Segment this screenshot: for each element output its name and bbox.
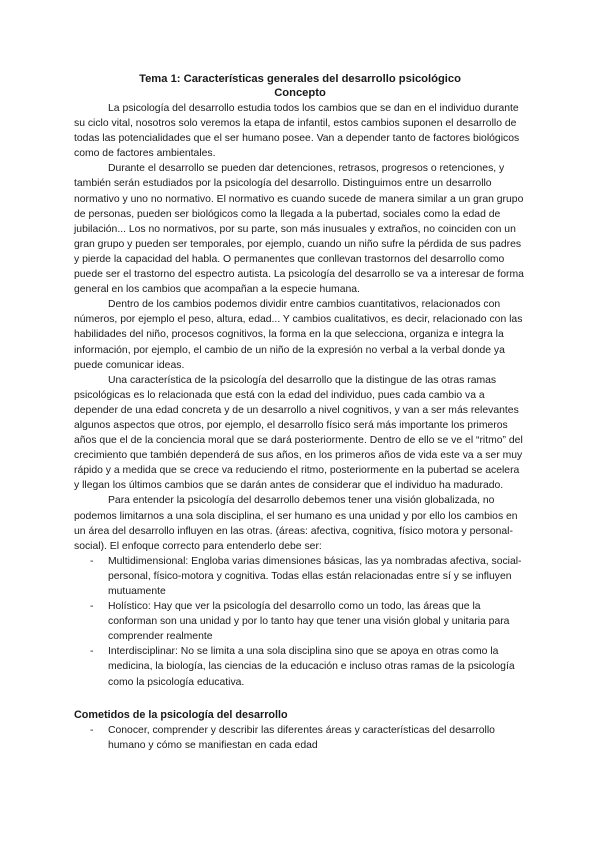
paragraph-4: Una característica de la psicología del desarrollo que la distingue de las otras ramas psicológicas es lo relacionada que está con la edad del individuo, pues cada cambio va a depender de una edad concreta y de un desarrollo a nivel cognitivos, y van a ser más relevantes algunos aspectos que otros, por ejemplo, el desarrollo físico será más importante los primeros años que el de la conciencia moral que se dará posteriormente. Dentro de ello se ve el “ritmo” del crecimiento que también dependerá de sus años, en los primeros años de vida este va a ser muy rápido y a medida que se crece va reduciendo el ritmo, posteriormente en la pubertad se acelera y llegan los últimos cambios que se darán antes de considerar que el individuo ha madurado. — [74, 374, 523, 492]
document-title: Tema 1: Características generales del desarrollo psicológico — [139, 73, 461, 85]
bullet-dash: - — [90, 555, 94, 567]
list-item — [74, 554, 526, 599]
list-item-text: Holístico: Hay que ver la psicología del desarrollo como un todo, las áreas que la conforman son una unidad y por lo tanto hay que tener una visión global y unitaria para comprender realmente — [108, 601, 510, 643]
approach-list — [74, 554, 526, 690]
list-item-text: Conocer, comprender y describir las diferentes áreas y características del desarrollo humano y cómo se manifiestan en cada edad — [108, 724, 495, 751]
list-item-text: Multidimensional: Engloba varias dimensiones básicas, las ya nombradas afectiva, social-personal, físico-motora y cognitiva. Todas ellas están relacionadas entre sí y se influyen mutuamente — [108, 555, 522, 597]
cometidos-list — [74, 723, 526, 753]
list-item-text: Interdisciplinar: No se limita a una sola disciplina sino que se apoya en otras como la medicina, la biología, las ciencias de la educación e incluso otras ramas de la psicología como la psicología educativa. — [108, 646, 515, 688]
section-title-concepto: Concepto — [274, 87, 326, 99]
paragraph-2: Durante el desarrollo se pueden dar detenciones, retrasos, progresos o retenciones, y también serán estudiados por la psicología del desarrollo. Distinguimos entre un desarrollo normativo y uno no normativo. El normativo es cuando sucede de manera similar a un gran grupo de personas, pueden ser biológicos como la llegada a la pubertad, sociales como la edad de jubilación... Los no normativos, por su parte, son más inusuales y extraños, no coinciden con un gran grupo y pueden ser temporales, por ejemplo, cuando un niño sufre la pérdida de sus padres y pierde la capacidad del habla. O permanentes que conllevan trastornos del desarrollo como puede ser el trastorno del espectro autista. La psicología del desarrollo se va a interesar de forma general en los cambios que acompañan a la especie humana. — [74, 163, 524, 296]
list-item — [74, 723, 526, 753]
list-item — [74, 644, 526, 689]
list-item — [74, 599, 526, 644]
bullet-dash: - — [90, 601, 94, 613]
bullet-dash: - — [90, 724, 94, 736]
section-heading-cometidos: Cometidos de la psicología del desarrollo — [74, 708, 288, 721]
paragraph-1: La psicología del desarrollo estudia todos los cambios que se dan en el individuo durante su ciclo vital, nosotros solo veremos la etapa de infantil, estos cambios suponen el desarrollo de todas las potencialidades que el ser humano posee. Van a depender tanto de factores biológicos como de factores ambientales. — [74, 103, 520, 160]
paragraph-3: Dentro de los cambios podemos dividir entre cambios cuantitativos, relacionados con números, por ejemplo el peso, altura, edad... Y cambios cualitativos, es decir, relacionado con las habilidades del niño, procesos cognitivos, la forma en la que selecciona, organiza e integra la información, por ejemplo, el cambio de un niño de la expresión no verbal a la verbal donde ya puede comunicar ideas. — [74, 299, 523, 371]
paragraph-5: Para entender la psicología del desarrollo debemos tener una visión globalizada, no podemos limitarnos a una sola disciplina, el ser humano es una unidad y por ello los cambios en un área del desarrollo influyen en las otras. (áreas: afectiva, cognitiva, físico motora y personal-social). El enfoque correcto para entenderlo debe ser: — [74, 495, 518, 552]
bullet-dash: - — [90, 646, 94, 658]
